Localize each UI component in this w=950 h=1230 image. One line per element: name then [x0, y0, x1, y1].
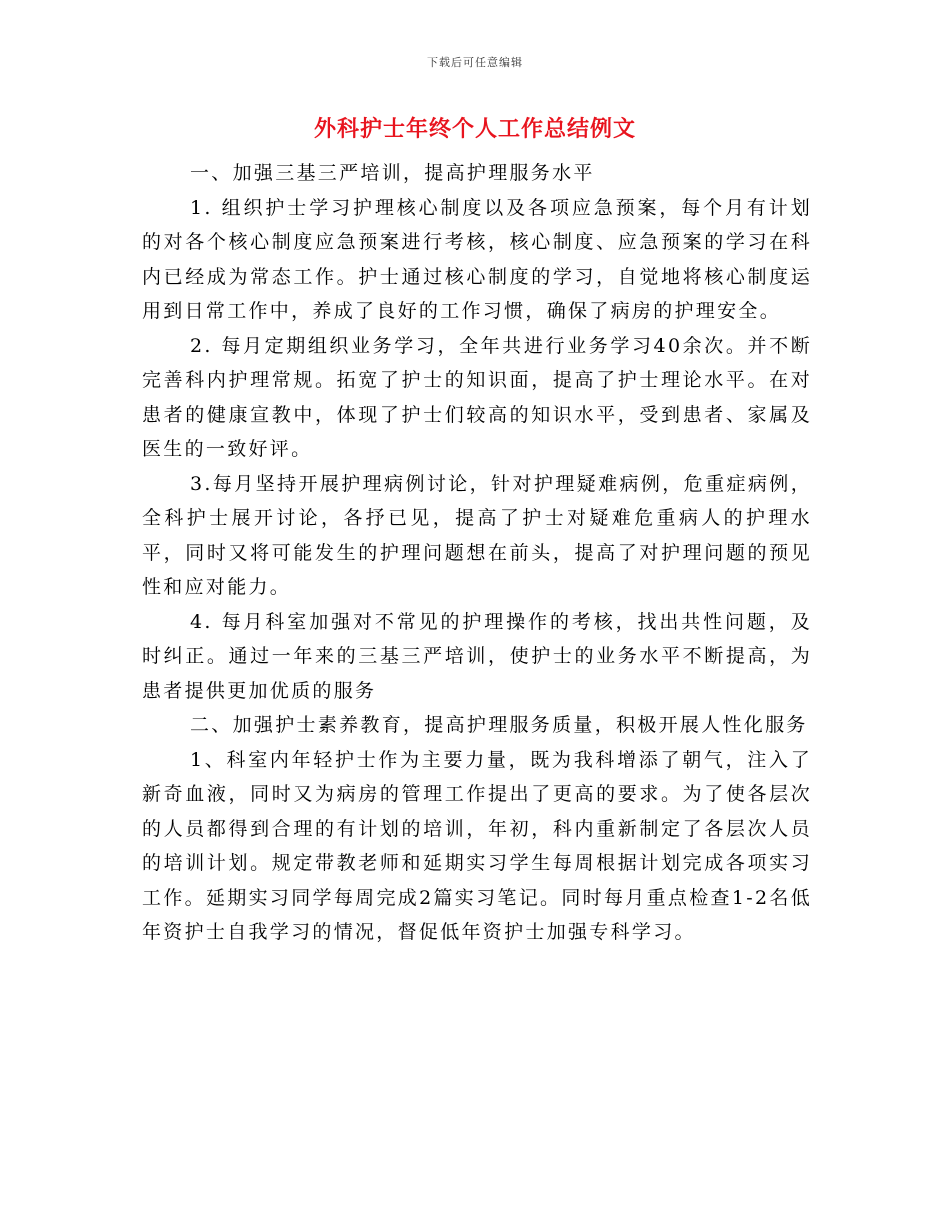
paragraph-1-2: 2. 每月定期组织业务学习，全年共进行业务学习40余次。并不断完善科内护理常规。拓宽了护士的知识面，提高了护士理论水平。在对患者的健康宣教中，体现了护士们较高的知识水平，受到患者、家属及医生的一致好评。 — [142, 334, 812, 460]
document-title: 外科护士年终个人工作总结例文 — [313, 116, 636, 142]
header-note: 下载后可任意编辑 — [427, 56, 523, 69]
paragraph-1-4: 4. 每月科室加强对不常见的护理操作的考核，找出共性问题，及时纠正。通过一年来的三基三严培训，使护士的业务水平不断提高，为患者提供更加优质的服务 — [142, 610, 812, 702]
section-heading-1: 一、加强三基三严培训，提高护理服务水平 — [190, 162, 595, 184]
paragraph-1-3: 3.每月坚持开展护理病例讨论，针对护理疑难病例，危重症病例，全科护士展开讨论，各抒已见，提高了护士对疑难危重病人的护理水平，同时又将可能发生的护理问题想在前头，提高了对护理问题的预见性和应对能力。 — [142, 472, 812, 598]
paragraph-1-1: 1. 组织护士学习护理核心制度以及各项应急预案，每个月有计划的对各个核心制度应急预案进行考核，核心制度、应急预案的学习在科内已经成为常态工作。护士通过核心制度的学习，自觉地将核心制度运用到日常工作中，养成了良好的工作习惯，确保了病房的护理安全。 — [142, 196, 812, 322]
paragraph-2-1: 1、科室内年轻护士作为主要力量，既为我科增添了朝气，注入了新奇血液，同时又为病房的管理工作提出了更高的要求。为了使各层次的人员都得到合理的有计划的培训，年初，科内重新制定了各层次人员的培训计划。规定带教老师和延期实习学生每周根据计划完成各项实习工作。延期实习同学每周完成2篇实习笔记。同时每月重点检查1-2名低年资护士自我学习的情况，督促低年资护士加强专科学习。 — [142, 748, 812, 943]
document-body — [142, 156, 812, 950]
section-heading-2: 二、加强护士素养教育，提高护理服务质量，积极开展人性化服务 — [190, 714, 808, 736]
